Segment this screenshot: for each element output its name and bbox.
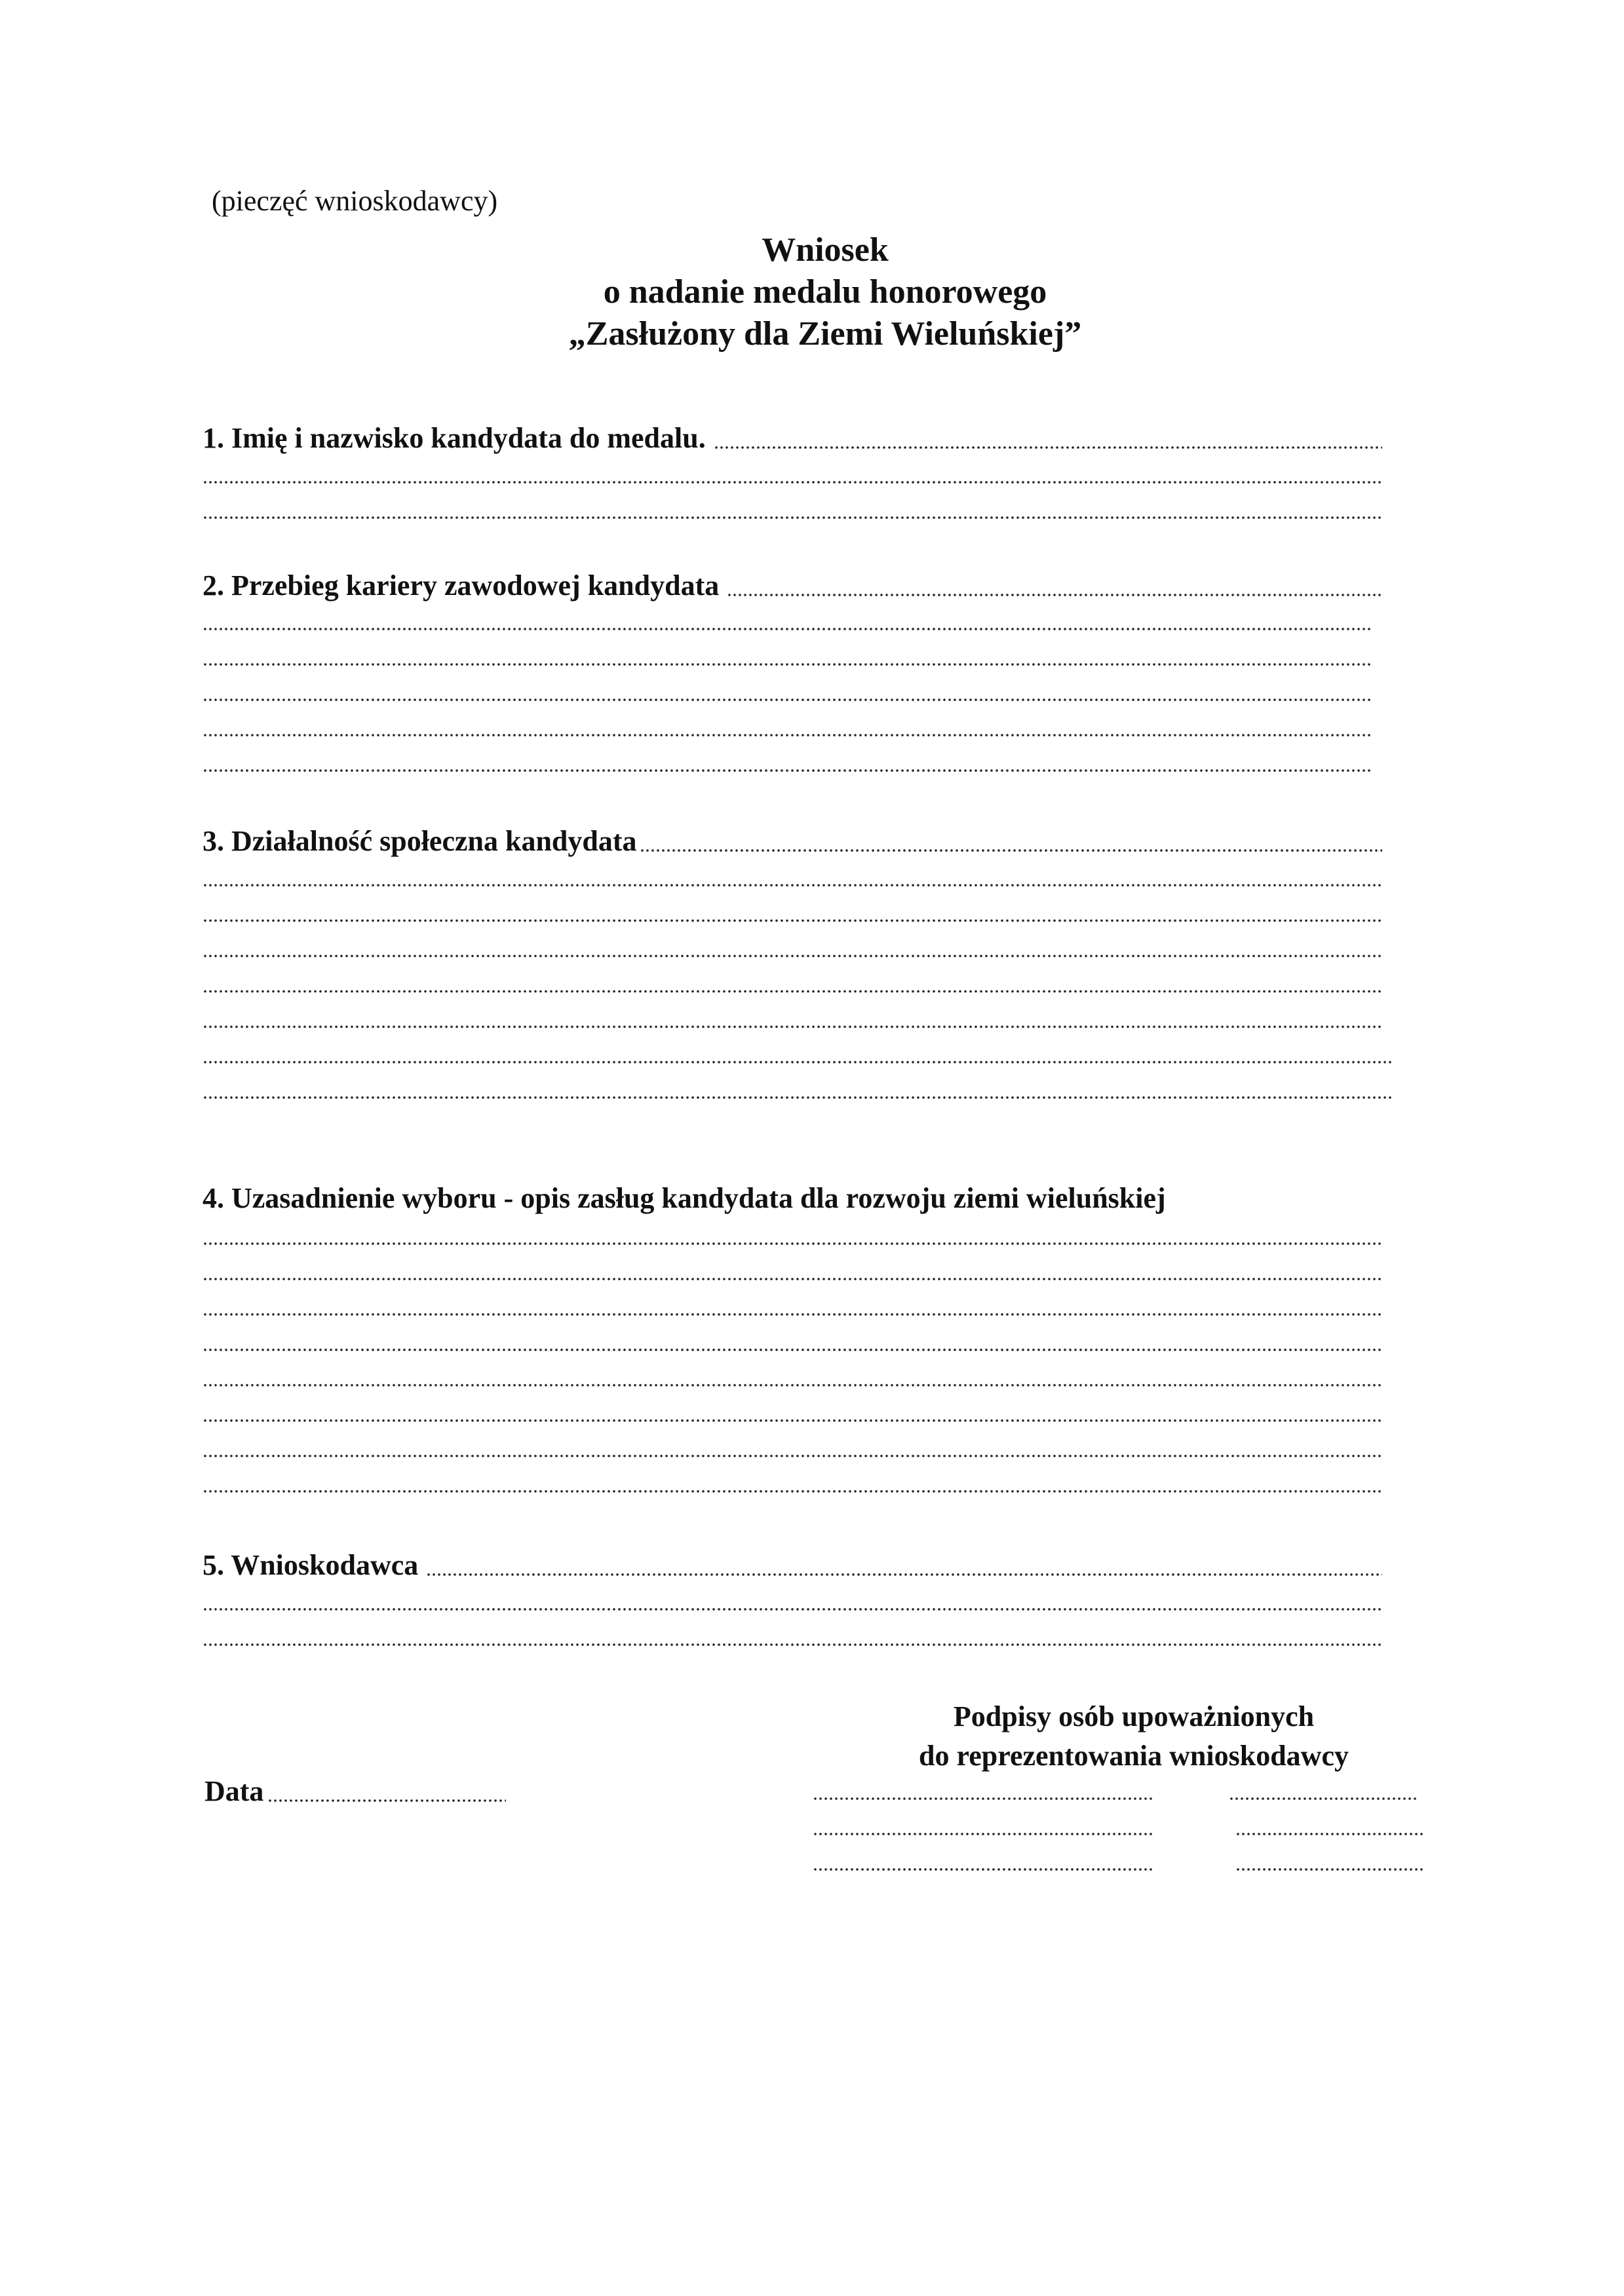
section-4-row (203, 1176, 1382, 1215)
section-4-heading: 4. Uzasadnienie wyboru - opis zasług kandydata dla rozwoju ziemi wieluńskiej (203, 1182, 1166, 1214)
signatures-heading-line-2: do reprezentowania wnioskodawcy (919, 1740, 1349, 1772)
title-line-2: o nadanie medalu honorowego (603, 273, 1047, 311)
dotted-line (203, 769, 1372, 772)
dotted-line (203, 1643, 1382, 1646)
section-3-line[interactable] (203, 1066, 1392, 1105)
dotted-line (203, 516, 1382, 519)
dotted-line (203, 884, 1382, 887)
dotted-line (203, 628, 1372, 630)
answer-field[interactable] (714, 446, 1382, 449)
dotted-line (203, 1313, 1382, 1316)
section-4-line[interactable] (203, 1425, 1382, 1464)
signature-name-line[interactable] (813, 1797, 1153, 1800)
section-2-line[interactable] (203, 739, 1372, 778)
answer-field[interactable] (640, 849, 1382, 852)
document-title (0, 229, 1624, 355)
dotted-line (203, 1096, 1392, 1099)
dotted-line (203, 1242, 1382, 1245)
section-1-line[interactable] (203, 486, 1382, 526)
dotted-line (203, 1419, 1382, 1422)
signature-sign-line[interactable] (1235, 1833, 1425, 1835)
dotted-line (203, 1025, 1382, 1028)
dotted-line (203, 1278, 1382, 1280)
section-5-row (203, 1543, 1382, 1582)
dotted-line (203, 1608, 1382, 1611)
dotted-line (203, 1490, 1382, 1493)
section-2-row (203, 564, 1382, 603)
section-5-line[interactable] (203, 1578, 1382, 1617)
section-4-line[interactable] (203, 1460, 1382, 1499)
dotted-line (203, 1061, 1392, 1063)
section-2-heading: 2. Przebieg kariery zawodowej kandydata (203, 569, 720, 602)
dotted-line (203, 663, 1372, 666)
dotted-line (203, 1349, 1382, 1351)
signature-sign-line[interactable] (1229, 1797, 1419, 1800)
signature-sign-line[interactable] (1235, 1868, 1425, 1871)
dotted-line (203, 990, 1382, 993)
dotted-line (203, 955, 1382, 957)
section-4-line[interactable] (203, 1318, 1382, 1358)
section-5-heading: 5. Wnioskodawca (203, 1549, 419, 1581)
section-3-heading: 3. Działalność społeczna kandydata (203, 825, 637, 857)
answer-field[interactable] (426, 1573, 1382, 1576)
section-4-line[interactable] (203, 1212, 1382, 1252)
section-3-line[interactable] (203, 854, 1382, 893)
dotted-line (203, 1455, 1382, 1457)
section-3-line[interactable] (203, 1031, 1392, 1070)
section-2-line[interactable] (203, 668, 1372, 708)
answer-field[interactable] (727, 594, 1382, 596)
dotted-line (203, 481, 1382, 484)
section-2-line[interactable] (203, 704, 1372, 743)
section-4-line[interactable] (203, 1283, 1382, 1322)
section-4-line[interactable] (203, 1248, 1382, 1287)
date-label: Data (204, 1775, 264, 1807)
stamp-note: (pieczęć wnioskodawcy) (212, 185, 498, 217)
signatures-heading-line-1: Podpisy osób upoważnionych (953, 1700, 1315, 1732)
title-line-3: „Zasłużony dla Ziemi Wieluńskiej” (568, 315, 1082, 353)
section-2-line[interactable] (203, 598, 1372, 637)
section-3-row (203, 819, 1382, 858)
section-3-line[interactable] (203, 889, 1382, 928)
dotted-line (203, 919, 1382, 922)
dotted-line (203, 1384, 1382, 1387)
section-1-row (203, 416, 1382, 455)
signature-name-line[interactable] (813, 1833, 1153, 1835)
date-field[interactable] (267, 1799, 506, 1802)
section-3-line[interactable] (203, 995, 1382, 1035)
section-5-line[interactable] (203, 1613, 1382, 1653)
signatures-heading (878, 1697, 1389, 1776)
title-line-1: Wniosek (762, 231, 889, 269)
dotted-line (203, 698, 1372, 701)
section-4-line[interactable] (203, 1354, 1382, 1393)
section-4-line[interactable] (203, 1389, 1382, 1428)
dotted-line (203, 734, 1372, 737)
signature-name-line[interactable] (813, 1868, 1153, 1871)
date-row (204, 1769, 506, 1808)
section-3-line[interactable] (203, 925, 1382, 964)
section-1-heading: 1. Imię i nazwisko kandydata do medalu. (203, 422, 706, 454)
section-3-line[interactable] (203, 960, 1382, 999)
section-2-line[interactable] (203, 633, 1372, 672)
section-1-line[interactable] (203, 451, 1382, 490)
